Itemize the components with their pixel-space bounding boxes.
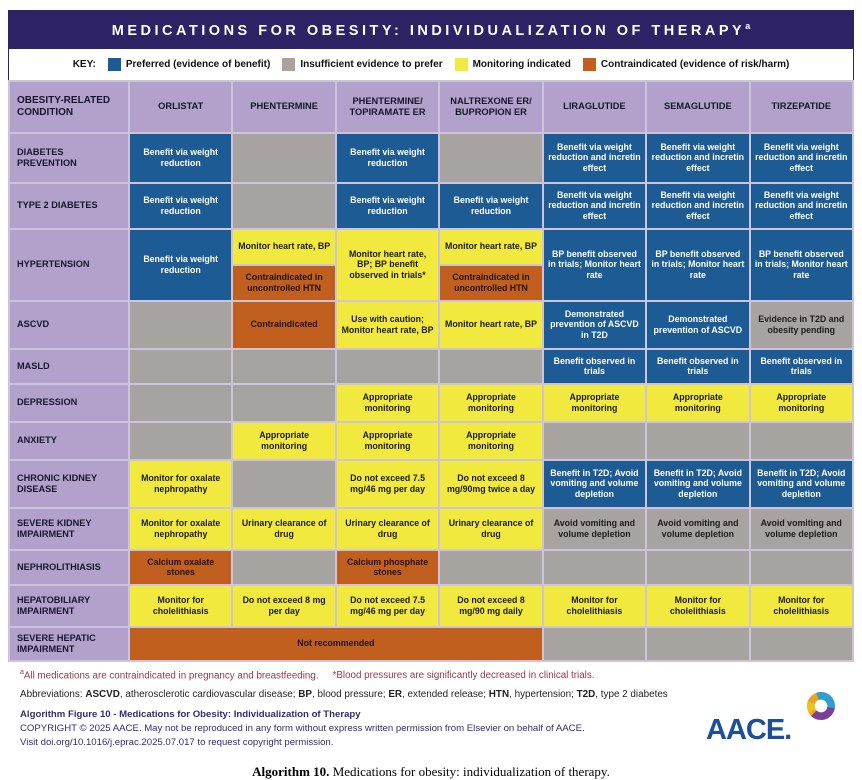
figure [8,10,854,780]
figure-title [8,10,854,49]
table-cell [544,551,645,584]
legend-item-contraindicated [583,58,789,71]
abbr-term: ER [388,689,403,701]
table-cell: Contraindicated [233,302,334,348]
table-cell [751,423,852,459]
table-cell: Benefit via weight reduction and incretin effect [544,134,645,182]
table-cell [233,461,334,507]
table-cell [130,302,231,348]
table-cell: Do not exceed 7.5 mg/46 mg per day [337,461,438,507]
table-cell [130,350,231,383]
condition-label: SEVERE HEPATIC IMPAIRMENT [10,628,128,660]
table-cell [751,551,852,584]
table-cell [440,551,541,584]
legend-item-label: Preferred (evidence of benefit) [125,58,271,70]
table-cell [233,551,334,584]
table-cell: Benefit observed in trials [751,350,852,383]
medications-table [8,80,854,662]
table-cell: Calcium phosphate stones [337,551,438,584]
table-cell [337,350,438,383]
legend-item-label: Monitoring indicated [472,58,571,70]
split-cell-top: Monitor heart rate, BP [233,230,334,264]
table-cell [647,423,748,459]
preferred-swatch [108,58,121,71]
table-cell: Benefit via weight reduction [337,184,438,228]
table-cell: Benefit observed in trials [544,350,645,383]
split-cell-bottom: Contraindicated in uncontrolled HTN [233,266,334,300]
table-cell: Calcium oxalate stones [130,551,231,584]
table-cell: Appropriate monitoring [233,423,334,459]
table-cell: Do not exceed 8 mg/90mg twice a day [440,461,541,507]
table-cell: Benefit in T2D; Avoid vomiting and volume depletion [647,461,748,507]
insufficient-swatch [282,58,295,71]
table-cell [130,423,231,459]
legend-item-label: Contraindicated (evidence of risk/harm) [600,58,790,70]
footnotes [20,669,844,748]
table-cell [233,184,334,228]
table-cell: Appropriate monitoring [337,423,438,459]
algorithm-figure-line: Algorithm Figure 10 - Medications for Obesity: Individualization of Therapy [20,709,361,721]
table-cell: BP benefit observed in trials; Monitor heart rate [544,230,645,300]
column-header-orlistat: ORLISTAT [130,82,231,132]
column-header-liraglutide: LIRAGLUTIDE [544,82,645,132]
condition-label: NEPHROLITHIASIS [10,551,128,584]
abbr-term: T2D [576,689,596,701]
column-header-phentermine-topiramate: PHENTERMINE/ TOPIRAMATE ER [337,82,438,132]
table-cell [233,385,334,421]
table-cell: BP benefit observed in trials; Monitor heart rate [751,230,852,300]
table-cell: Demonstrated prevention of ASCVD [647,302,748,348]
table-cell-split [233,230,334,300]
contraindicated-swatch [583,58,596,71]
table-cell: Monitor for cholelithiasis [544,586,645,626]
table-cell: Appropriate monitoring [440,385,541,421]
table-cell: Monitor for cholelithiasis [647,586,748,626]
table-cell: Do not exceed 8 mg/90 mg daily [440,586,541,626]
abbr-def: , hypertension; [509,689,577,701]
table-cell: Benefit via weight reduction and incretin effect [647,184,748,228]
abbr-def: , atherosclerotic cardiovascular disease; [119,689,299,701]
abbr-term: HTN [488,689,510,701]
table-cell: Benefit in T2D; Avoid vomiting and volume depletion [751,461,852,507]
table-cell: Urinary clearance of drug [233,509,334,549]
split-cell-bottom: Contraindicated in uncontrolled HTN [440,266,541,300]
legend [8,49,854,80]
title-text: MEDICATIONS FOR OBESITY: INDIVIDUALIZATION OF THERAPY [111,22,746,39]
table-cell: Benefit via weight reduction [130,134,231,182]
condition-label: ASCVD [10,302,128,348]
condition-label: DIABETES PREVENTION [10,134,128,182]
table-cell: Appropriate monitoring [751,385,852,421]
table-cell: Benefit via weight reduction and incretin effect [751,184,852,228]
table-cell-not-recommended: Not recommended [130,628,542,660]
condition-label: MASLD [10,350,128,383]
table-cell: Benefit via weight reduction and incretin effect [544,184,645,228]
table-cell [440,134,541,182]
table-cell [130,385,231,421]
table-cell: Benefit via weight reduction [440,184,541,228]
table-cell [233,134,334,182]
condition-label: SEVERE KIDNEY IMPAIRMENT [10,509,128,549]
table-cell [233,350,334,383]
table-cell: Appropriate monitoring [647,385,748,421]
condition-label: HEPATOBILIARY IMPAIRMENT [10,586,128,626]
condition-label: DEPRESSION [10,385,128,421]
table-cell: Appropriate monitoring [337,385,438,421]
table-cell: Monitor for oxalate nephropathy [130,509,231,549]
table-cell: Demonstrated prevention of ASCVD in T2D [544,302,645,348]
condition-label: HYPERTENSION [10,230,128,300]
table-cell: Evidence in T2D and obesity pending [751,302,852,348]
column-header-tirzepatide: TIRZEPATIDE [751,82,852,132]
table-cell: Monitor heart rate, BP; BP benefit observed in trials* [337,230,438,300]
condition-label: CHRONIC KIDNEY DISEASE [10,461,128,507]
doi-line: Visit doi.org/10.1016/j.eprac.2025.07.017 to request copyright permission. [20,737,334,749]
legend-item-monitoring [455,58,571,71]
legend-item-insufficient [282,58,442,71]
legend-label: KEY: [72,58,96,70]
table-cell [647,628,748,660]
table-cell [751,628,852,660]
table-cell [544,628,645,660]
table-cell: Monitor heart rate, BP [440,302,541,348]
abbr-def: , extended release; [402,689,489,701]
copyright-line: COPYRIGHT © 2025 AACE. May not be reproduced in any form without express written permission from Elsevier on behalf of AACE. [20,723,585,735]
table-cell: Benefit via weight reduction [130,184,231,228]
split-cell-top: Monitor heart rate, BP [440,230,541,264]
abbr-label: Abbreviations: [20,689,86,701]
column-header-naltrexone-bupropion: NALTREXONE ER/ BUPROPION ER [440,82,541,132]
table-cell: Benefit via weight reduction and incretin effect [751,134,852,182]
abbr-def: , blood pressure; [312,689,389,701]
table-cell [544,423,645,459]
table-cell: Benefit via weight reduction and incretin effect [647,134,748,182]
aace-swirl-icon [804,689,838,723]
table-cell: Benefit in T2D; Avoid vomiting and volume depletion [544,461,645,507]
footnote-a [20,669,844,681]
table-cell: Appropriate monitoring [544,385,645,421]
column-header-phentermine: PHENTERMINE [233,82,334,132]
aace-logo-text: AACE. [706,713,792,746]
footnote-a-marker: a [20,668,24,676]
table-cell: Avoid vomiting and volume depletion [544,509,645,549]
table-cell: Monitor for cholelithiasis [130,586,231,626]
caption-text: Medications for obesity: individualization of therapy. [329,764,610,780]
footnote-a-text: All medications are contraindicated in pregnancy and breastfeeding. [23,670,319,682]
table-cell: Avoid vomiting and volume depletion [647,509,748,549]
table-cell [440,350,541,383]
table-cell: Urinary clearance of drug [337,509,438,549]
table-cell: BP benefit observed in trials; Monitor heart rate [647,230,748,300]
table-cell [647,551,748,584]
table-cell: Urinary clearance of drug [440,509,541,549]
table-cell: Monitor for oxalate nephropathy [130,461,231,507]
condition-label: TYPE 2 DIABETES [10,184,128,228]
table-cell: Do not exceed 7.5 mg/46 mg per day [337,586,438,626]
figure-caption [8,764,854,780]
abbr-term: ASCVD [85,689,120,701]
table-cell: Benefit via weight reduction [130,230,231,300]
table-cell: Appropriate monitoring [440,423,541,459]
table-cell: Benefit observed in trials [647,350,748,383]
title-footnote-marker: a [745,21,751,31]
abbr-term: BP [298,689,313,701]
table-cell: Avoid vomiting and volume depletion [751,509,852,549]
footnote-star-text: *Blood pressures are significantly decreased in clinical trials. [332,670,595,682]
aace-logo [706,695,838,747]
table-cell: Use with caution; Monitor heart rate, BP [337,302,438,348]
table-cell: Do not exceed 8 mg per day [233,586,334,626]
legend-item-label: Insufficient evidence to prefer [300,58,443,70]
table-cell-split [440,230,541,300]
column-header-semaglutide: SEMAGLUTIDE [647,82,748,132]
table-cell: Benefit via weight reduction [337,134,438,182]
caption-number: Algorithm 10. [252,764,330,780]
monitoring-swatch [455,58,468,71]
legend-item-preferred [108,58,270,71]
abbr-def: , type 2 diabetes [595,689,668,701]
condition-label: ANXIETY [10,423,128,459]
column-header-condition: OBESITY-RELATED CONDITION [10,82,128,132]
table-cell: Monitor for cholelithiasis [751,586,852,626]
